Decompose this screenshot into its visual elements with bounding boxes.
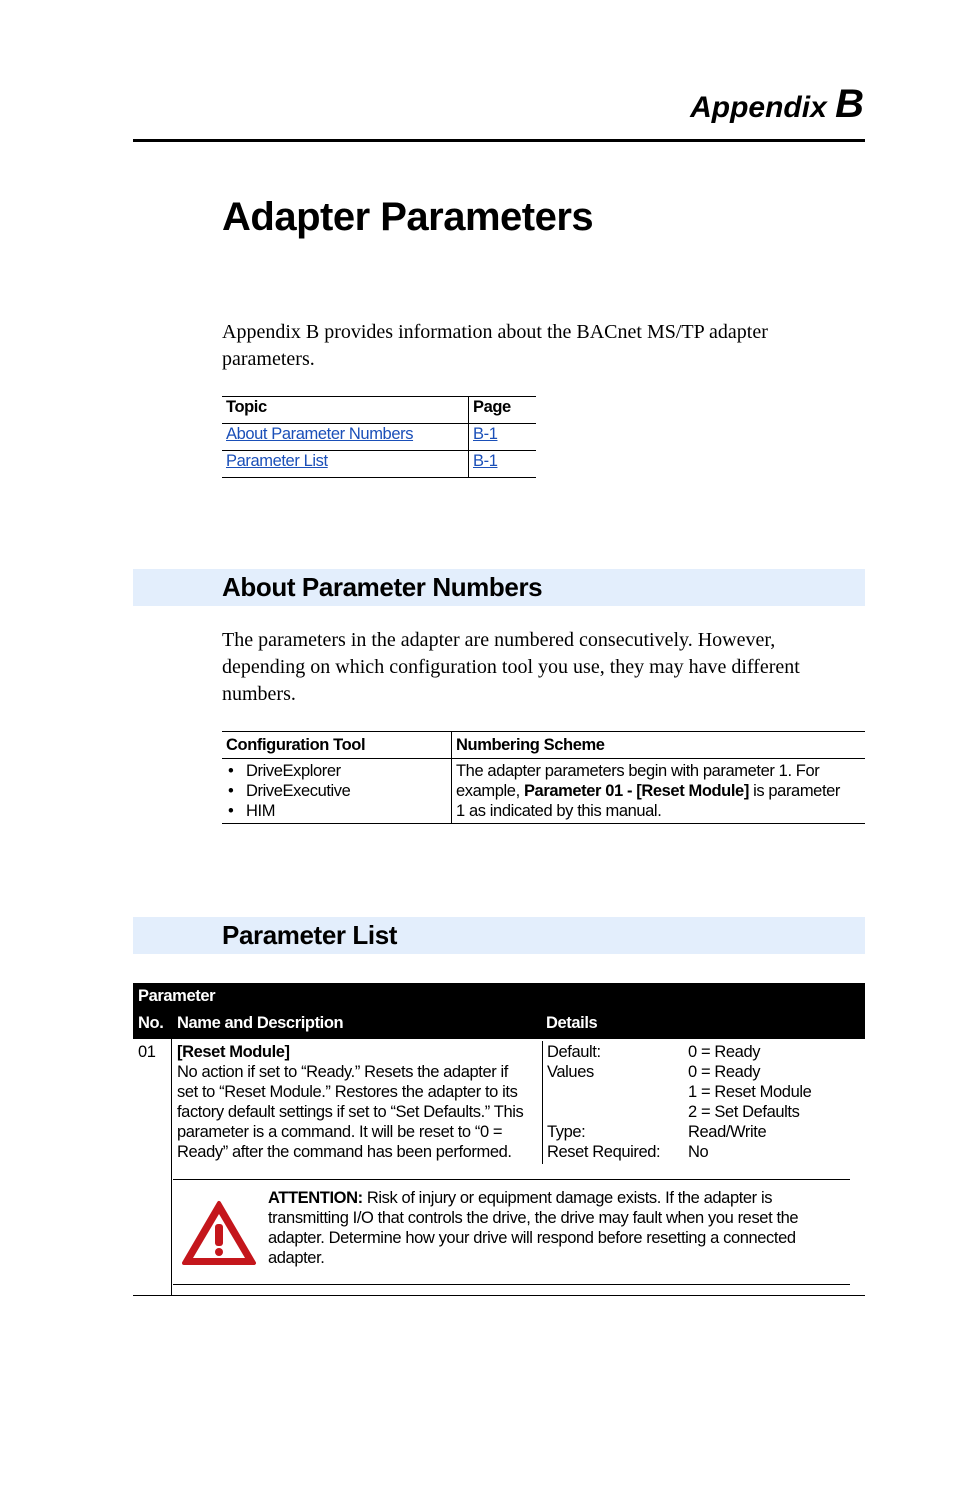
numbering-scheme-cell: The adapter parameters begin with parameter 1. For example, Parameter 01 - [Reset Module] is parameter 1 as indicated by this manual.	[452, 759, 866, 824]
detail-labels: Default: Values Type: Reset Required:	[547, 1043, 661, 1161]
parameter-table-header	[133, 983, 865, 1039]
appendix-letter: B	[835, 82, 864, 126]
appendix-word: Appendix	[690, 91, 827, 124]
table-row	[222, 759, 865, 824]
intro-line: Appendix B provides information about the BACnet MS/TP adapter	[222, 321, 768, 343]
table-row	[222, 424, 536, 451]
topic-link-about-parameter-numbers[interactable]: About Parameter Numbers	[226, 425, 414, 443]
header-rule	[133, 139, 865, 142]
warning-triangle-icon	[181, 1200, 257, 1266]
attention-box	[173, 1179, 850, 1285]
section-band-parameter-list	[133, 917, 865, 954]
topic-header: Topic	[222, 397, 469, 424]
topic-table	[222, 396, 536, 478]
parameter-name: [Reset Module]	[177, 1043, 290, 1061]
column-divider	[542, 1041, 543, 1164]
section-heading: Parameter List	[222, 920, 398, 950]
page-header: Page	[469, 397, 537, 424]
name-description-header: Name and Description	[177, 1014, 344, 1032]
parameter-description: [Reset Module] No action if set to “Ready.” Resets the adapter if set to “Reset Module.” Restores the adapter to its factory default settings if set to “Set Defaults.” This parameter is a command. It will be reset to “0 = Ready” after the command has been performed.	[177, 1042, 542, 1162]
detail-values: 0 = Ready 0 = Ready 1 = Reset Module 2 = Set Defaults Read/Write No	[688, 1043, 812, 1161]
section1-paragraph	[222, 627, 800, 708]
column-divider	[171, 1039, 172, 1295]
configuration-tool-table	[222, 731, 865, 824]
page-title: Adapter Parameters	[222, 195, 594, 239]
page-link[interactable]: B-1	[473, 452, 498, 470]
no-header: No.	[138, 1014, 164, 1032]
section-heading: About Parameter Numbers	[222, 572, 543, 602]
appendix-heading	[690, 82, 864, 130]
page-link[interactable]: B-1	[473, 425, 498, 443]
parameter-group-header: Parameter	[138, 987, 216, 1005]
parameter-row	[133, 1039, 865, 1296]
table-row	[222, 451, 536, 478]
list-item: • HIM	[226, 801, 447, 821]
tool-list	[226, 761, 447, 821]
table-header-row	[222, 732, 865, 759]
topic-link-parameter-list[interactable]: Parameter List	[226, 452, 328, 470]
configuration-tool-header: Configuration Tool	[222, 732, 452, 759]
body-line: numbers.	[222, 683, 296, 705]
attention-label: ATTENTION:	[268, 1189, 363, 1207]
numbering-scheme-header: Numbering Scheme	[452, 732, 866, 759]
list-item: • DriveExplorer	[226, 761, 447, 781]
attention-text: ATTENTION: Risk of injury or equipment damage exists. If the adapter is transmitting I/O that controls the drive, the drive may fault when you reset the adapter. Determine how your drive will respond before resetting a connected adapter.	[268, 1189, 799, 1267]
section-band-about-parameter-numbers	[133, 569, 865, 606]
parameter-number: 01	[138, 1043, 156, 1061]
intro-paragraph	[222, 319, 768, 373]
parameter-reference: Parameter 01 - [Reset Module]	[523, 782, 749, 800]
body-line: depending on which configuration tool you use, they may have different	[222, 656, 800, 678]
body-line: The parameters in the adapter are numbered consecutively. However,	[222, 629, 776, 651]
list-item: • DriveExecutive	[226, 781, 447, 801]
details-header: Details	[546, 1014, 598, 1032]
topic-table-header	[222, 397, 536, 424]
intro-line: parameters.	[222, 348, 315, 370]
